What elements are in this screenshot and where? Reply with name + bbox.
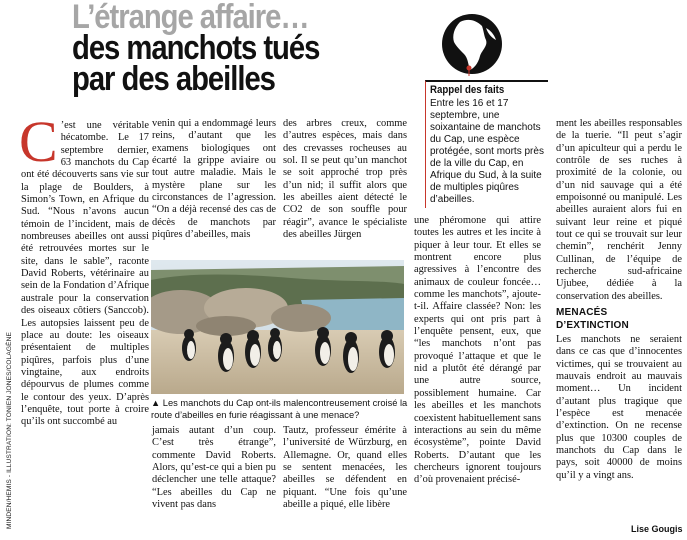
section-subhead: MENACÉS D’EXTINCTION: [556, 307, 629, 331]
photo-credit-text: MINDEN/HEMIS - ILLUSTRATION: TONIEN JONES/COLAGÈNE: [6, 332, 13, 529]
column-3-top: [283, 118, 407, 241]
column-3-bottom: [283, 425, 407, 511]
fact-box: [425, 80, 548, 208]
column-2-bottom-text: jamais autant d’un coup. C’est très étrange”, commente David Roberts. Alors, qu’est-ce qui a bien pu déclencher une telle attaque? “Les abeilles du Cap ne vivent pas dans: [152, 425, 276, 511]
column-4: [414, 215, 541, 487]
penguins-beach-photo: [151, 260, 404, 394]
photo-caption: [151, 398, 409, 421]
column-4-text: une phéromone qui attire toutes les autres et les incite à piquer à leur tour. Et elles se montrent encore plus agressives à l’encontre des animaux de couleur foncée… comme les manchots”, ajoute-t-il. Affaire classée? Non: les experts qui ont pris part à l’enquête pensent, eux, que “les manchots n’ont pas provoqué l’attaque et que le nid a plutôt été dérangé par une autre source, possiblement humaine. Car les abeilles et les manchots coexistent habituellement sans interactions au sein du même écosystème”, pointe David Roberts. D’autant que les chercheurs ignorent toujours d’où provenaient précisé-: [414, 215, 541, 486]
dropcap: C: [19, 109, 58, 174]
headline-line-1: L’étrange affaire…: [72, 0, 309, 36]
fact-box-title: Rappel des faits: [430, 84, 505, 96]
column-1: [19, 109, 149, 535]
fact-box-body: Entre les 16 et 17 septembre, une soixantaine de manchots du Cap, une espèce protégée, sont morts près de la ville du Cap, en Afrique du Sud, à la suite de multiples piqûres d’abeilles.: [430, 98, 544, 205]
column-2-top-text: venin qui a endommagé leurs reins, d’autant que les examens biologiques ont écarté la grippe aviaire ou tout autre maladie. Mais le mystère plane sur les circonstances de l’agression. “On a déjà recensé des cas de décès de manchots par piqûres d’abeilles, mais: [152, 118, 276, 241]
author-signature: Lise Gougis: [631, 524, 683, 534]
headline: [72, 0, 390, 98]
caption-text: Les manchots du Cap ont-ils malencontreusement croisé la route d’abeilles en furie réagissant à une menace?: [151, 398, 408, 420]
column-5-top-text: ment les abeilles responsables de la tuerie. “Il peut s’agir d’un apiculteur qui a perdu le contrôle de ses ruches à proximité de la colonie, ou d’un nid sauvage qui a été empoisonné ou manipulé. Les abeilles auraient alors fui en suivant leur reine et piqué tout ce qui se trouvait sur leur chemin”, renchérit Jenny Cullinan, de l’équipe de recherche sud-africaine Ujubee, dédiée à la conservation des abeilles.: [556, 118, 682, 302]
caption-arrow-icon: ▲: [151, 398, 163, 408]
column-2-top: [152, 118, 276, 241]
column-3-bottom-text: Tautz, professeur émérite à l’université de Würzburg, en Allemagne. Or, quand elles se sentent menacées, les abeilles se défendent en piquant. “Une fois qu’une abeille a piqué, elle libère: [283, 425, 407, 511]
column-3-top-text: des arbres creux, comme d’autres espèces, mais dans des crevasses rocheuses au sol. Il se peut qu’un manchot se soit approché trop près d’un nid; il suffit alors que les abeilles aient détecté le CO2 de son souffle pour réagir”, avance le spécialiste des abeilles Jürgen: [283, 118, 407, 241]
headline-line-2: des manchots tués: [72, 29, 320, 67]
headline-line-3: par des abeilles: [72, 60, 275, 98]
column-1-text: ’est une véritable hécatombe. Le 17 septembre dernier, 63 manchots du Cap ont été découverts sans vie sur la plage de Boulders, à Simon’s Town, en Afrique du Sud. “Nous n’avons aucun témoin de l’incident, mais de nombreuses abeilles ont aussi été retrouvées mortes sur le site, dans le sable”, raconte David Roberts, vétérinaire au sein de la Fondation d’Afrique australe pour la conservation des oiseaux côtiers (Sanccob). Les autopsies laissent peu de place au doute: les oiseaux présentaient de multiples piqûres, parfois plus d’une vingtaine, aux endroits dépourvus de plumes comme le contour des yeux. D’après l’enquête, tout porte à croire qu’ils ont succombé au: [21, 120, 149, 428]
globe-africa-icon: [440, 12, 504, 76]
column-5-bottom-text: Les manchots ne seraient dans ce cas que d’innocentes victimes, qui se trouvaient au mauvais endroit au mauvais moment… Un incident d’autant plus tragique que l’espèce est menacée d’extinction. On ne recense plus que 10300 couples de manchots du Cap dans le pays, soit 40000 de moins qu’il y a vingt ans.: [556, 333, 682, 481]
column-5: [556, 118, 682, 482]
column-2-bottom: [152, 425, 276, 511]
photo-credit: [2, 318, 16, 540]
